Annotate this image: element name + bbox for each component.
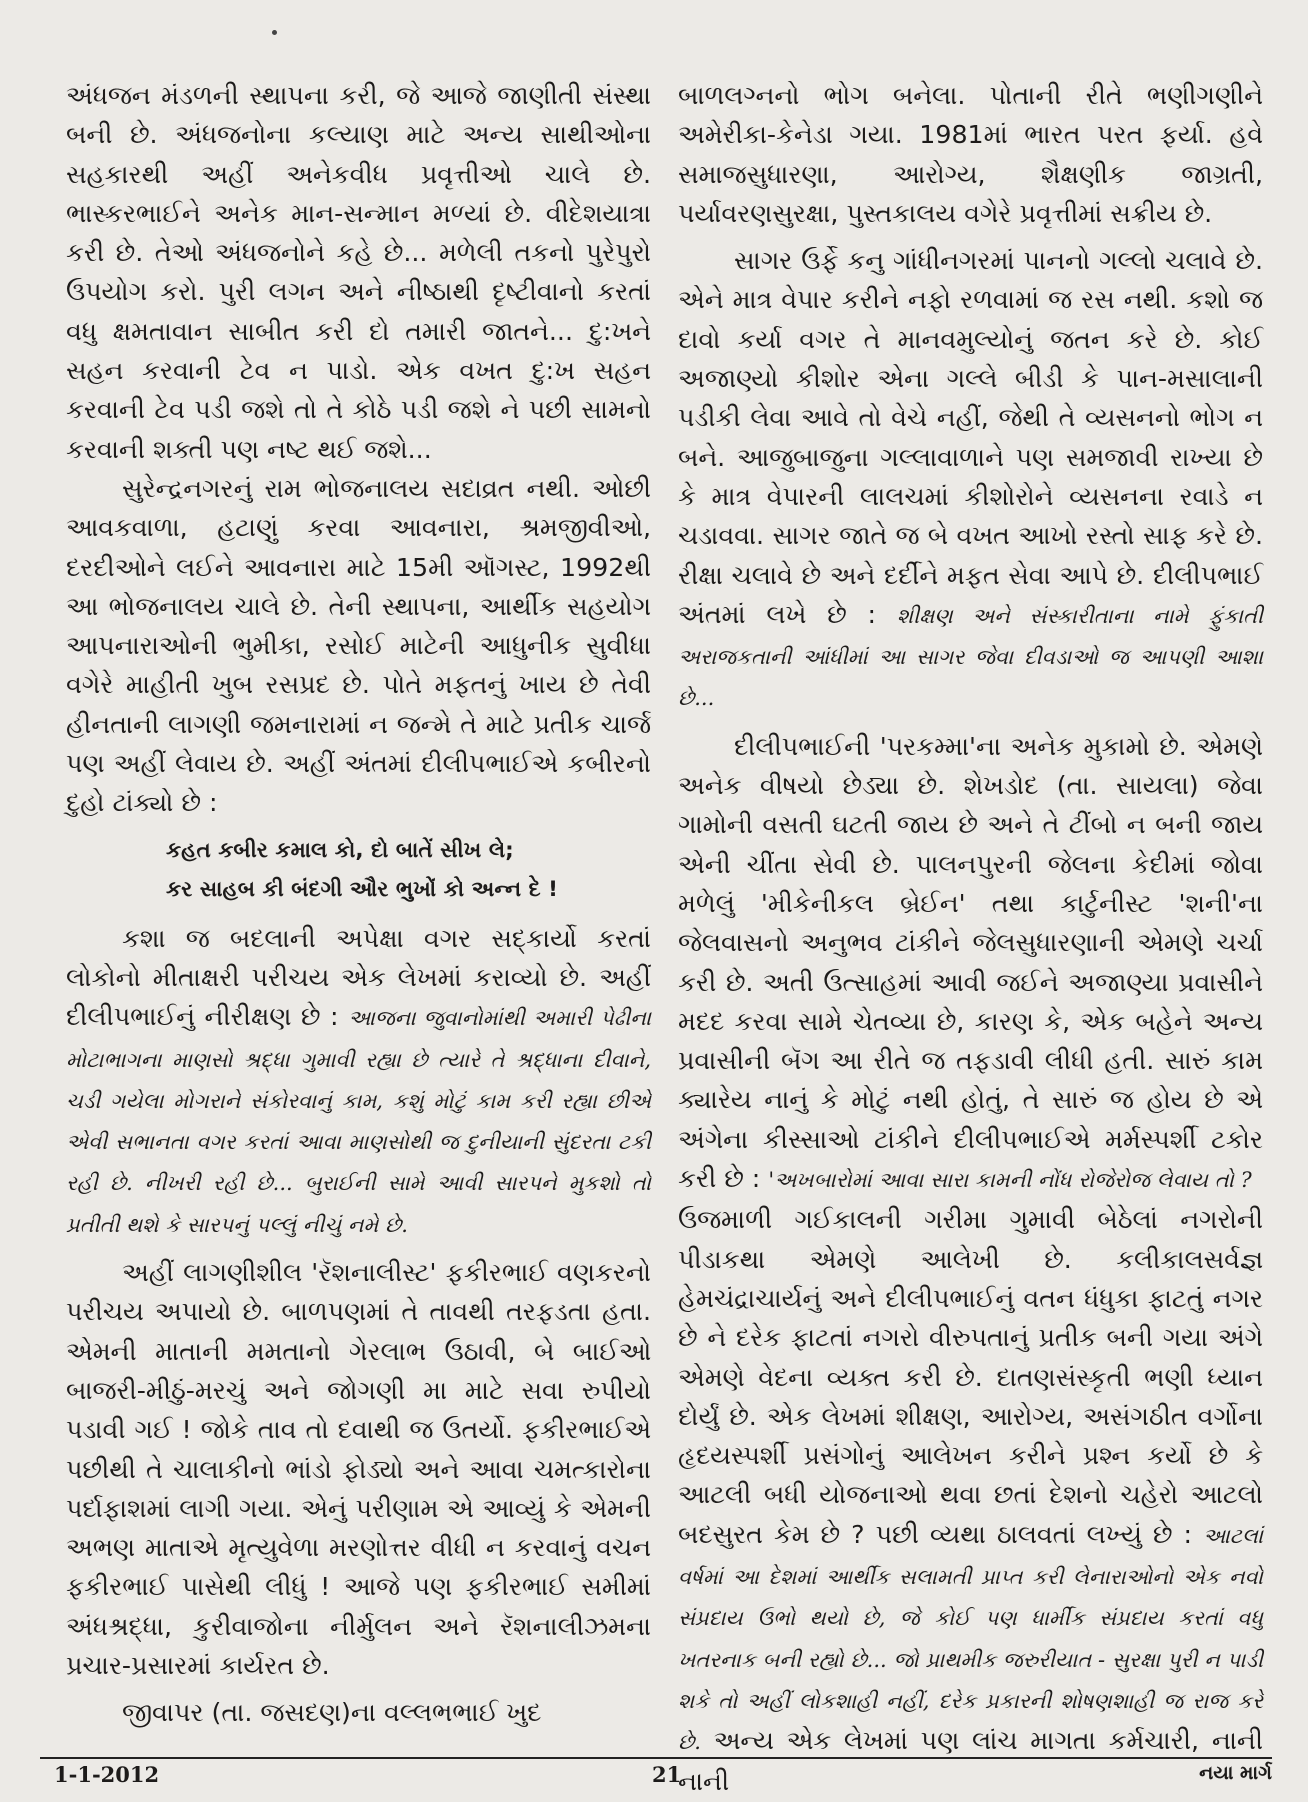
issue-date: 1-1-2012 [54,1762,160,1787]
quote-text: આટલાં વર્ષમાં આ દેશમાં આર્થીક સલામતી પ્રાપ્ત કરી લેનારાઓનો એક નવો સંપ્રદાય ઉભો થયો છે, જે કોઈ પણ ધાર્મીક સંપ્રદાય કરતાં વધુ ખતરનાક બની રહ્યો છે... જો પ્રાથમીક જરુરીયાત - સુરક્ષા પુરી ન પાડી શકે તો અહીં લોકશાહી નહીં, દરેક પ્રકારની શોષણશાહી જ રાજ કરે છે. [678,1523,1263,1755]
page-footer [40,1762,1272,1788]
paragraph [66,919,651,1245]
paragraph: અહીં લાગણીશીલ 'રૅશનાલીસ્ટ' ફકીરભાઈ વણકરનો પરીચય અપાયો છે. બાળપણમાં તે તાવથી તરફડતા હતા. એમની માતાની મમતાનો ગેરલાભ ઉઠાવી, બે બાઈઓ બાજરી-મીઠું-મરચું અને જોગણી મા માટે સવા રુપીયો પડાવી ગઈ ! જોકે તાવ તો દવાથી જ ઉતર્યો. ફકીરભાઈએ પછીથી તે ચાલાકીનો ભાંડો ફોડ્યો અને આવા ચમત્કારોના પર્દાફાશમાં લાગી ગયા. એનું પરીણામ એ આવ્યું કે એમની અભણ માતાએ મૃત્યુવેળા મરણોત્તર વીધી ન કરવાનું વચન ફકીરભાઈ પાસેથી લીધું ! આજે પણ ફકીરભાઈ સમીમાં અંધશ્રદ્ધા, કુરીવાજોના નીર્મુલન અને રૅશનાલીઝમના પ્રચાર-પ્રસારમાં કાર્યરત છે. [66,1258,651,1680]
print-dot [272,30,277,35]
paragraph: બાળલગ્નનો ભોગ બનેલા. પોતાની રીતે ભણીગણીને અમેરીકા-કેનેડા ગયા. 1981માં ભારત પરત ફર્યા. હવે સમાજસુધારણા, આરોગ્ય, શૈક્ષણીક જાગ્રતી, પર્યાવરણસુરક્ષા, પુસ્તકાલય વગેરે પ્રવૃત્તીમાં સક્રીય છે. [678,81,1263,228]
paragraph-text: ઉજમાળી ગઈકાલની ગરીમા ગુમાવી બેઠેલાં નગરોની પીડાકથા એમણે આલેખી છે. કલીકાલસર્વજ્ઞ હેમચંદ્રાચાર્યનું અને દીલીપભાઈનું વતન ધંધુકા ફાટતું નગર છે ને દરેક ફાટતાં નગરો વીરુપતાનું પ્રતીક બની ગયા અંગે એમણે વેદના વ્યક્ત કરી છે. દાતણસંસ્કૃતી ભણી ધ્યાન દોર્યું છે. એક લેખમાં શીક્ષણ, આરોગ્ય, અસંગઠીત વર્ગોના હૃદયસ્પર્શી પ્રસંગોનું આલેખન કરીને પ્રશ્ન કર્યો છે કે આટલી બધી યોજનાઓ થવા છતાં દેશનો ચહેરો આટલો બદસુરત કેમ છે ? પછી વ્યથા ઠાલવતાં લખ્યું છે : [678,1205,1263,1549]
paragraph [678,727,1263,1201]
paragraph [678,241,1263,719]
quote-text: આજના જુવાનોમાંથી અમારી પેઢીના મોટાભાગના માણસો શ્રદ્ધા ગુમાવી રહ્યા છે ત્યારે તે શ્રદ્ધાના દીવાને, ચડી ગયેલા મોગરાને સંકોરવાનું કામ, કશું મોટું કામ કરી રહ્યા છીએ એવી સભાનતા વગર કરતાં આવા માણસોથી જ દુનીયાની સુંદરતા ટકી રહી છે. નીખરી રહી છે... બુરાઈની સામે આવી સારપને મુકશો તો પ્રતીતી થશે કે સારપનું પલ્લું નીચું નમે છે. [66,1006,651,1237]
paragraph-text: સાગર ઉર્ફે કનુ ગાંધીનગરમાં પાનનો ગલ્લો ચલાવે છે. એને માત્ર વેપાર કરીને નફો રળવામાં જ રસ નથી. કશો જ દાવો કર્યા વગર તે માનવમુલ્યોનું જતન કરે છે. કોઈ અજાણ્યો કીશોર એના ગલ્લે બીડી કે પાન-મસાલાની પડીકી લેવા આવે તો વેચે નહીં, જેથી તે વ્યસનનો ભોગ ન બને. આજુબાજુના ગલ્લાવાળાને પણ સમજાવી રાખ્યા છે કે માત્ર વેપારની લાલચમાં કીશોરોને વ્યસનના રવાડે ન ચડાવવા. સાગર જાતે જ બે વખત આખો રસ્તો સાફ કરે છે. રીક્ષા ચલાવે છે અને દર્દીને મફત સેવા આપે છે. દીલીપભાઈ અંતમાં લખે છે : [678,246,1263,629]
couplet-line: કર સાહબ કી બંદગી ઔર ભુખોં કો અન્ન દે ! [166,876,558,902]
quote-text: શીક્ષણ અને સંસ્કારીતાના નામે ફુંકાતી અરાજકતાની આંધીમાં આ સાગર જેવા દીવડાઓ જ આપણી આશા છે... [678,603,1263,711]
paragraph: જીવાપર (તા. જસદણ)ના વલ્લભભાઈ ખુદ [122,1698,542,1728]
paragraph-text: કશા જ બદલાની અપેક્ષા વગર સદ્કાર્યો કરતાં લોકોનો મીતાક્ષરી પરીચય એક લેખમાં કરાવ્યો છે. અહીં દીલીપભાઈનું નીરીક્ષણ છે : [66,923,651,1032]
paragraph-text: દીલીપભાઈની 'પરકમ્મા'ના અનેક મુકામો છે. એમણે અનેક વીષયો છેડ્યા છે. શેખડોદ (તા. સાયલા) જેવા ગામોની વસતી ઘટતી જાય છે અને તે ટીંબો ન બની જાય એની ચીંતા સેવી છે. પાલનપુરની જેલના કેદીમાં જોવા મળેલું 'મીકેનીકલ બ્રેઈન' તથા કાર્ટુનીસ્ટ 'શની'ના જેલવાસનો અનુભવ ટાંકીને જેલસુધારણાની એમણે ચર્ચા કરી છે. અતી ઉત્સાહમાં આવી જઈને અજાણ્યા પ્રવાસીને મદદ કરવા સામે ચેતવ્યા છે, કારણ કે, એક બહેને અન્ય પ્રવાસીની બૅગ આ રીતે જ તફડાવી લીધી હતી. સારું કામ ક્યારેય નાનું કે મોટું નથી હોતું, તે સારું જ હોય છે એ અંગેના કીસ્સાઓ ટાંકીને દીલીપભાઈએ મર્મસ્પર્શી ટકોર કરી છે : [678,731,1263,1194]
left-column [66,76,651,1733]
paragraph: અંધજન મંડળની સ્થાપના કરી, જે આજે જાણીતી સંસ્થા બની છે. અંધજનોના કલ્યાણ માટે અન્ય સાથીઓના સહકારથી અહીં અનેકવીધ પ્રવૃત્તીઓ ચાલે છે. ભાસ્કરભાઈને અનેક માન-સન્માન મળ્યાં છે. વીદેશયાત્રા કરી છે. તેઓ અંધજનોને કહે છે... મળેલી તકનો પુરેપુરો ઉપયોગ કરો. પુરી લગન અને નીષ્ઠાથી દૃષ્ટીવાનો કરતાં વધુ ક્ષમતાવાન સાબીત કરી દો તમારી જાતને... દુ:ખને સહન કરવાની ટેવ ન પાડો. એક વખત દુ:ખ સહન કરવાની ટેવ પડી જશે તો તે કોઠે પડી જશે ને પછી સામનો કરવાની શક્તી પણ નષ્ટ થઈ જશે... [66,81,651,464]
paragraph-text: અન્ય એક લેખમાં પણ લાંચ માગતા કર્મચારી, નાની નાની [678,1726,1263,1797]
paragraph [678,1200,1263,1801]
right-column [678,76,1263,1802]
couplet-line: કહત કબીર કમાલ કો, દો બાતેં સીખ લે; [166,837,514,863]
kabir-couplet [66,831,651,909]
page-number: 21 [652,1762,682,1787]
paragraph: સુરેન્દ્રનગરનું રામ ભોજનાલય સદાવ્રત નથી. ઓછી આવકવાળા, હટાણું કરવા આવનારા, શ્રમજીવીઓ, દરદીઓને લઈને આવનારા માટે 15મી ઑગસ્ટ, 1992થી આ ભોજનાલય ચાલે છે. તેની સ્થાપના, આર્થીક સહયોગ આપનારાઓની ભુમીકા, રસોઈ માટેની આધુનીક સુવીધા વગેરે માહીતી ખુબ રસપ્રદ છે. પોતે મફતનું ખાય છે તેવી હીનતાની લાગણી જમનારામાં ન જન્મે તે માટે પ્રતીક ચાર્જ પણ અહીં લેવાય છે. અહીં અંતમાં દીલીપભાઈએ કબીરનો દુહો ટાંક્યો છે : [66,473,651,818]
magazine-name: નયા માર્ગ [1199,1762,1272,1784]
quote-text: 'અખબારોમાં આવા સારા કામની નોંધ રોજેરોજ લેવાય તો ? [768,1168,1252,1193]
footer-rule [40,1757,1272,1759]
